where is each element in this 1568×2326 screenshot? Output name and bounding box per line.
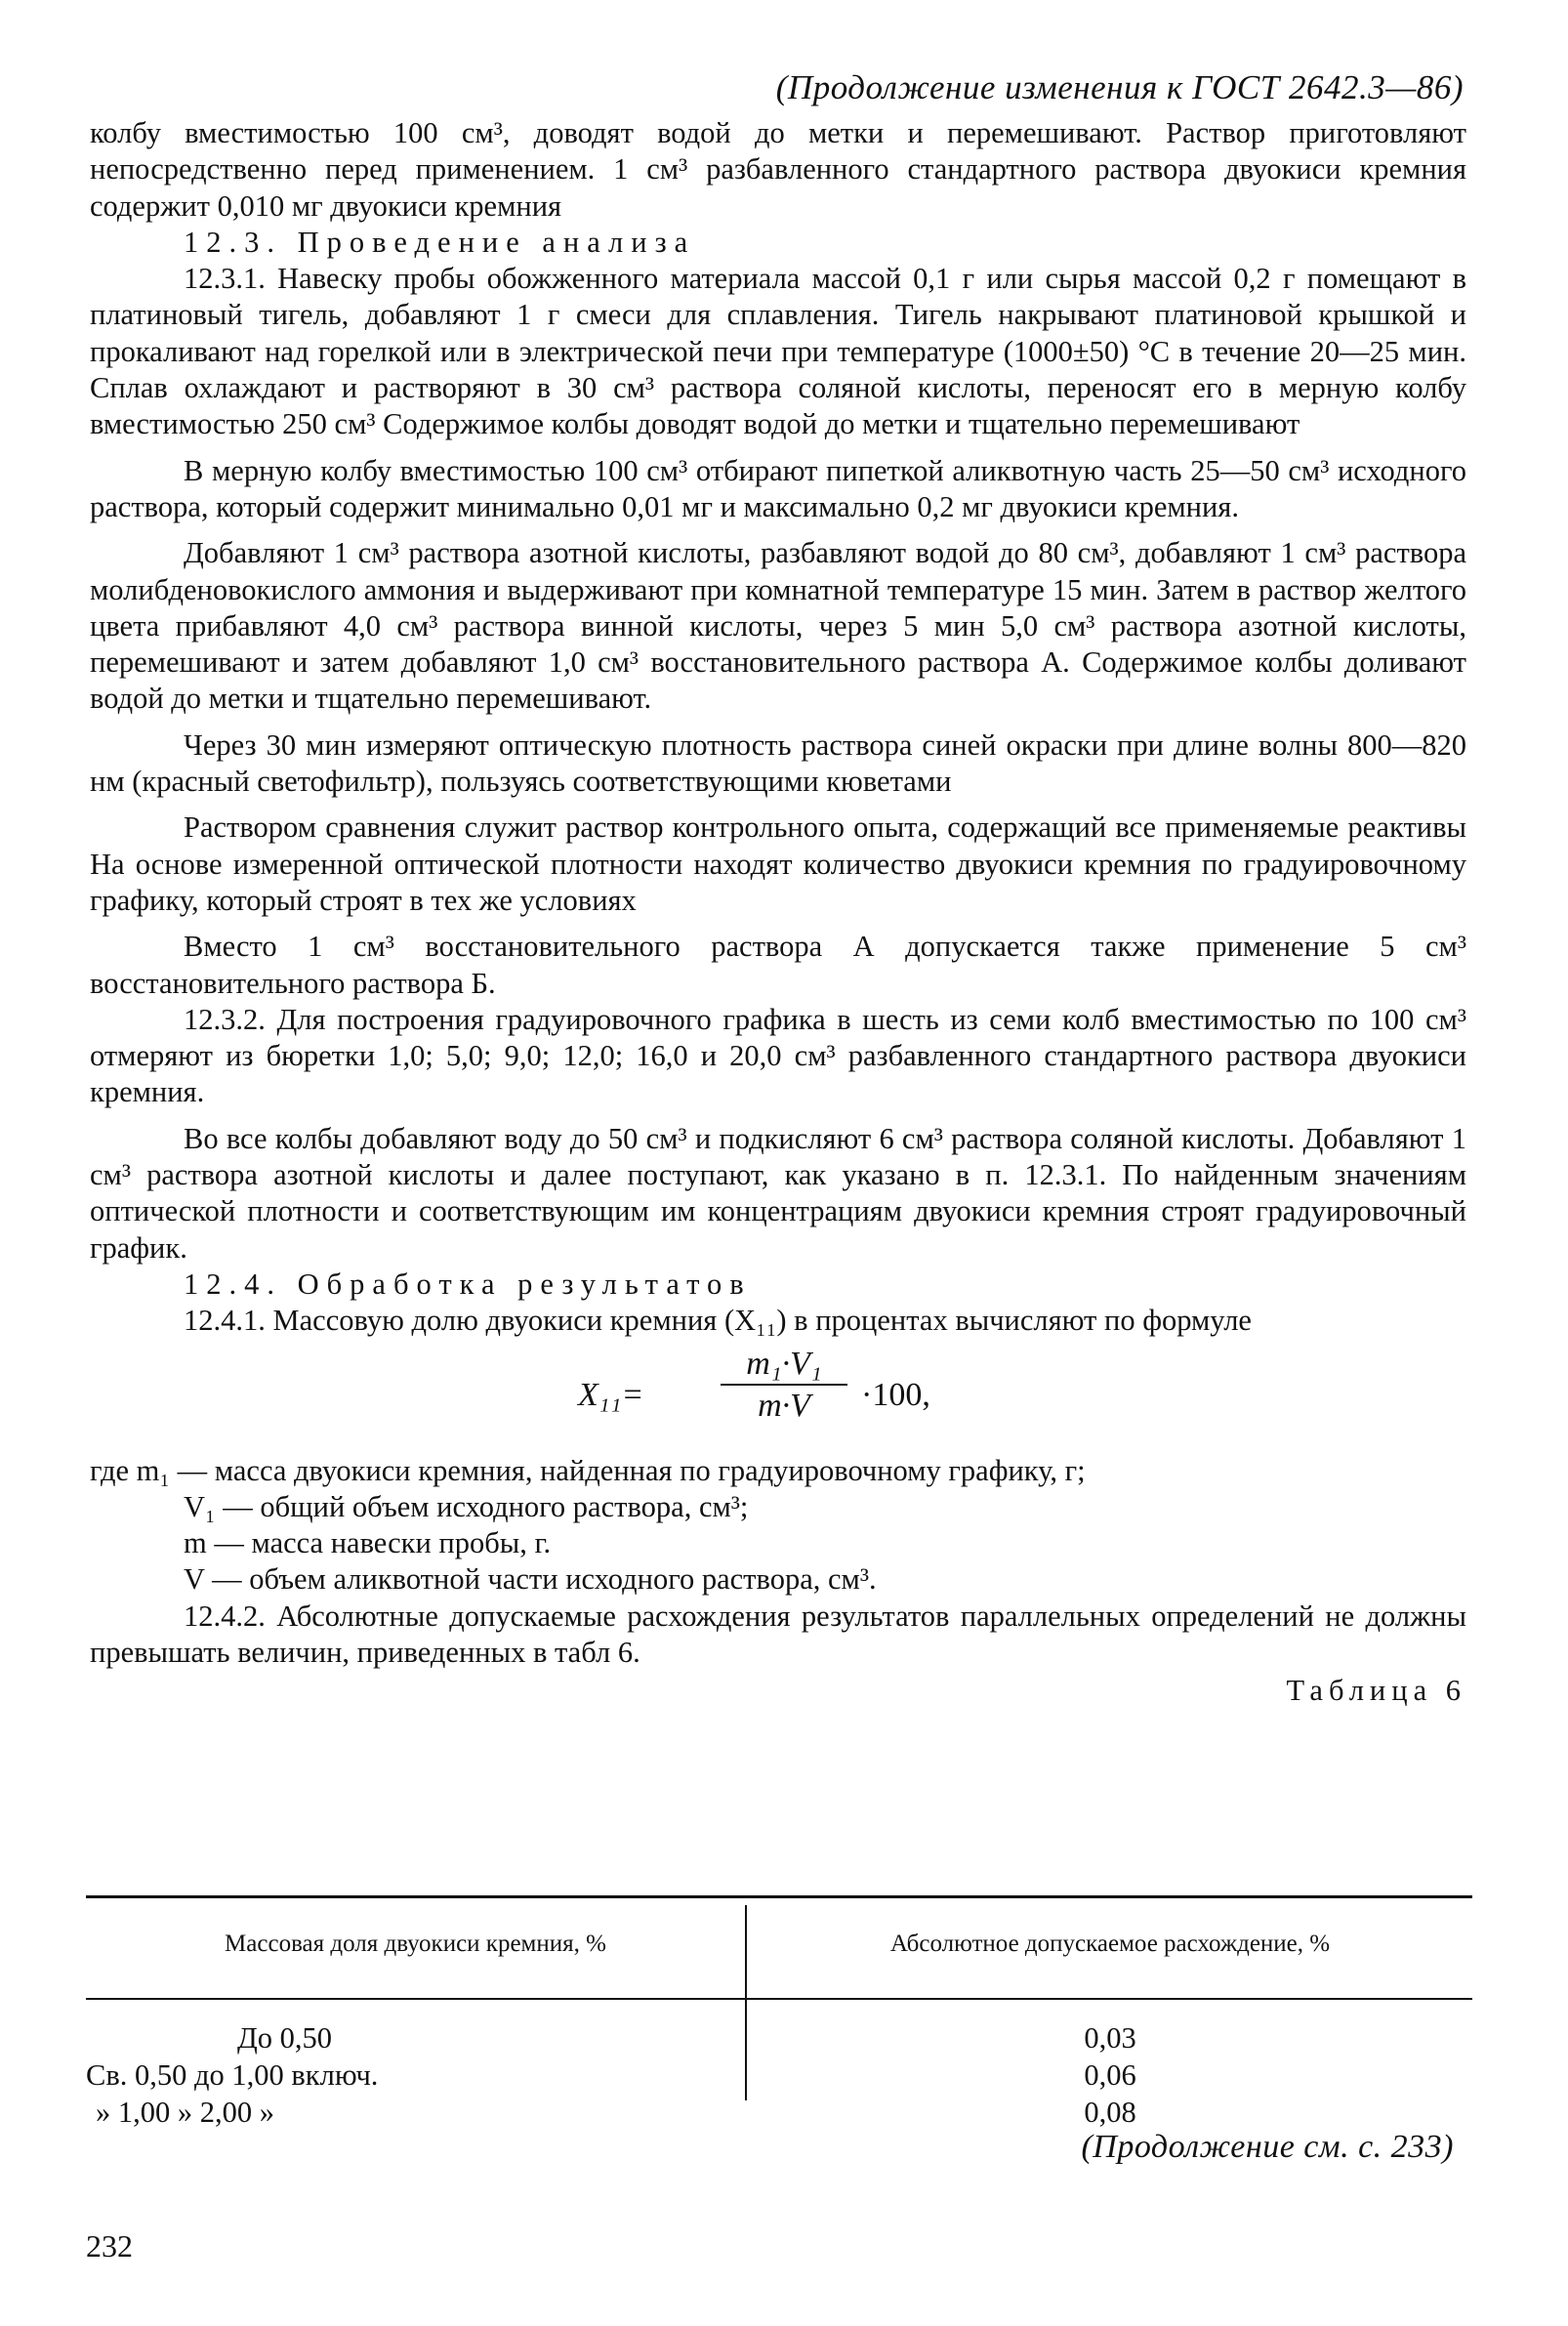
paragraph: колбу вместимостью 100 см³, доводят водой до метки и перемешивают. Раствор приготовляют непосредственно перед применением. 1 см³ разбавленного стандартного раствора двуокиси кремния содержит 0,010 мг двуокиси кремния [90,116,1466,223]
formula-legend [90,1453,1466,1599]
paragraph: Через 30 мин измеряют оптическую плотность раствора синей окраски при длине волны 800—820 нм (красный светофильтр), пользуясь соответствующими кюветами [90,727,1466,799]
paragraph: В мерную колбу вместимостью 100 см³ отбирают пипеткой аликвотную часть 25—50 см³ исходного раствора, который содержит минимально 0,01 мг и максимально 0,2 мг двуокиси кремния. [90,453,1466,523]
table-cell: 0,08 [1084,2096,1136,2129]
table-column-discrepancy [748,2019,1472,2131]
formula-lhs: X₁₁= [578,1376,644,1413]
table-header-rule [86,1998,1472,2000]
paragraph: Вместо 1 см³ восстановительного раствора А допускается также применение 5 см³ восстановительного раствора Б. [90,930,1466,1000]
paragraph: Добавляют 1 см³ раствора азотной кислоты, разбавляют водой до 80 см³, добавляют 1 см³ раствора молибденовокислого аммония и выдерживают при комнатной температуре 15 мин. Затем в раствор желтого цвета прибавляют 4,0 см³ раствора винной кислоты, через 5 мин 5,0 см³ раствора азотной кислоты, перемешивают и затем добавляют 1,0 см³ восстановительного раствора А. Содержимое колбы доливают водой до метки и тщательно перемешивают. [90,536,1466,716]
formula-fraction [721,1346,847,1425]
legend-line: V — объем аликвотной части исходного раствора, см³. [184,1562,877,1597]
legend-line: V₁ — общий объем исходного раствора, см³; [184,1489,749,1523]
formula-denominator: m·V [758,1387,810,1424]
paragraph: 12.3.1. Навеску пробы обожженного материала массой 0,1 г или сырья массой 0,2 г помещают в платиновый тигель, добавляют 1 г смеси для сплавления. Тигель накрывают платиновой крышкой и прокаливают над горелкой или в электрической печи при температуре (1000±50) °С в течение 20—25 мин. Сплав охлаждают и растворяют в 30 см³ раствора соляной кислоты, переносят его в мерную колбу вместимостью 250 см³ Содержимое колбы доводят водой до метки и тщательно перемешивают [90,262,1466,441]
table-title: Таблица 6 [1286,1674,1466,1708]
formula [90,1346,1466,1447]
paragraph: 12.4.2. Абсолютные допускаемые расхождения результатов параллельных определений не должны превышать величин, приведенных в табл 6. [90,1599,1466,1669]
table-header-cell: Абсолютное допускаемое расхождение, % [889,1931,1331,1957]
table-header-cell: Массовая доля двуокиси кремния, % [225,1931,606,1957]
table-column-divider [745,1905,747,2100]
formula-multiplier: ·100, [861,1376,930,1413]
legend-line: где m₁ — масса двуокиси кремния, найденная по градуировочному графику, г; [90,1453,1086,1487]
table-cell: Св. 0,50 до 1,00 включ. [86,2058,379,2092]
paragraph: Раствором сравнения служит раствор контрольного опыта, содержащий все применяемые реактивы На основе измеренной оптической плотности находят количество двуокиси кремния по градуировочному графику, который строят в тех же условиях [90,810,1466,917]
table-cell: До 0,50 [237,2021,333,2055]
continuation-note: (Продолжение см. с. 233) [1081,2129,1454,2165]
paragraph: 12.4.1. Массовую долю двуокиси кремния (X₁₁) в процентах вычисляют по формуле [184,1304,1252,1338]
page-number: 232 [86,2228,133,2264]
formula-numerator: m₁·V₁ [721,1346,847,1386]
section-heading: 12.4. Обработка результатов [184,1267,752,1301]
body-text [90,115,1466,1710]
section-heading: 12.3. Проведение анализа [184,225,696,259]
page-header: (Продолжение изменения к ГОСТ 2642.3—86) [775,68,1464,106]
table-cell: 0,06 [1084,2058,1136,2092]
table-cell: 0,03 [1084,2021,1136,2055]
table-cell: » 1,00 » 2,00 » [96,2096,274,2129]
paragraph: Во все колбы добавляют воду до 50 см³ и подкисляют 6 см³ раствора соляной кислоты. Добавляют 1 см³ раствора азотной кислоты и далее поступают, как указано в п. 12.3.1. По найденным значениям оптической плотности и соответствующим им концентрациям двуокиси кремния строят градуировочный график. [90,1121,1466,1265]
table-column-mass [86,2019,745,2131]
legend-line: m — масса навески пробы, г. [184,1526,552,1560]
paragraph: 12.3.2. Для построения градуировочного графика в шесть из семи колб вместимостью по 100 см³ отмеряют из бюретки 1,0; 5,0; 9,0; 12,0; 16,0 и 20,0 см³ разбавленного стандартного раствора двуокиси кремния. [90,1002,1466,1109]
table-top-rule [86,1895,1472,1898]
